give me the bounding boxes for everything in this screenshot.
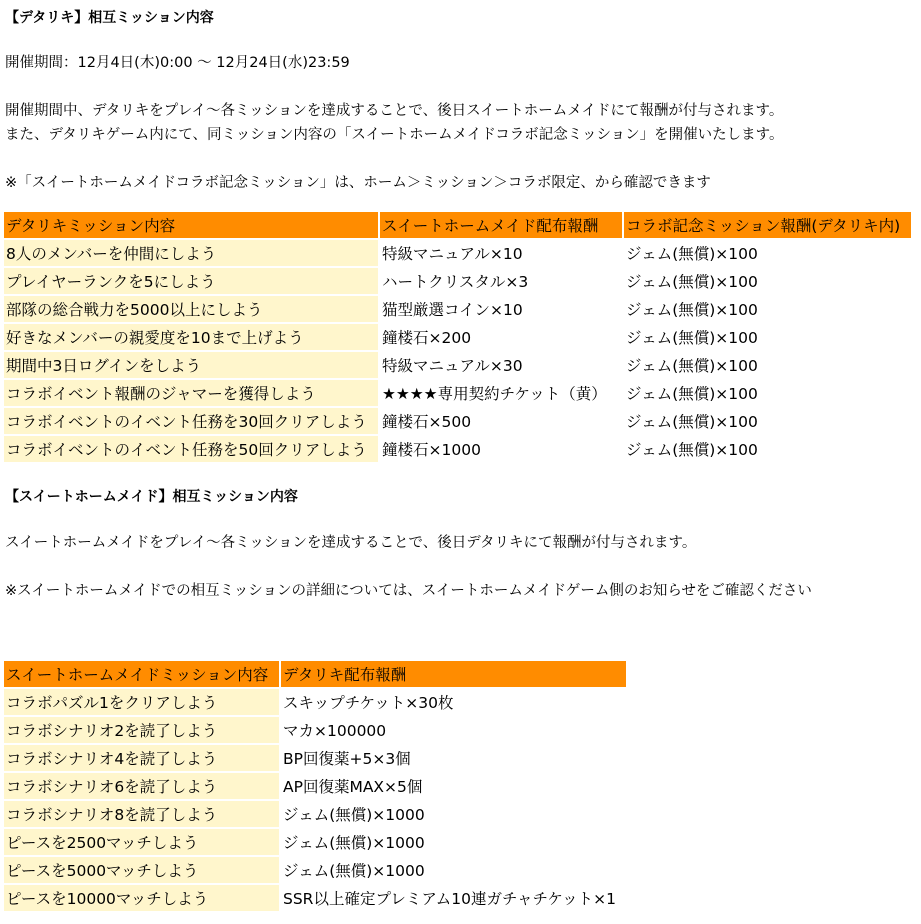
table-row xyxy=(4,829,626,855)
table-row xyxy=(4,296,911,322)
table-header-row xyxy=(4,212,911,238)
event-period: 開催期間：12月4日(木)0:00 ～ 12月24日(水)23:59 xyxy=(5,55,350,71)
reward-cell: AP回復薬MAX×5個 xyxy=(281,773,626,799)
section2-heading: 【スイートホームメイド】相互ミッション内容 xyxy=(5,489,298,505)
collab-reward-cell: ジェム(無償)×100 xyxy=(624,268,911,294)
table-header-row xyxy=(4,661,626,687)
table-row xyxy=(4,408,911,434)
reward-cell: ジェム(無償)×1000 xyxy=(281,801,626,827)
reward-cell: 鐘楼石×500 xyxy=(380,408,622,434)
mission-cell: 8人のメンバーを仲間にしよう xyxy=(4,240,378,266)
column-header-mission: スイートホームメイドミッション内容 xyxy=(4,661,279,687)
reward-cell: 特級マニュアル×30 xyxy=(380,352,622,378)
table-row xyxy=(4,324,911,350)
section1-heading: 【デタリキ】相互ミッション内容 xyxy=(5,10,214,26)
column-header-reward: デタリキ配布報酬 xyxy=(281,661,626,687)
section2-description: スイートホームメイドをプレイ～各ミッションを達成することで、後日デタリキにて報酬が付与されます。 xyxy=(5,535,697,551)
table-row xyxy=(4,885,626,911)
table-row xyxy=(4,857,626,883)
sweethomemaid-mission-table xyxy=(2,659,628,913)
section1-note: ※「スイートホームメイドコラボ記念ミッション」は、ホーム＞ミッション＞コラボ限定、から確認できます xyxy=(5,175,711,191)
reward-cell: ★★★★専用契約チケット（黄） xyxy=(380,380,622,406)
collab-reward-cell: ジェム(無償)×100 xyxy=(624,324,911,350)
mission-cell: コラボパズル1をクリアしよう xyxy=(4,689,279,715)
reward-cell: 鐘楼石×200 xyxy=(380,324,622,350)
mission-cell: コラボシナリオ8を読了しよう xyxy=(4,801,279,827)
table-row xyxy=(4,380,911,406)
table-row xyxy=(4,352,911,378)
table-row xyxy=(4,436,911,462)
mission-cell: ピースを2500マッチしよう xyxy=(4,829,279,855)
table-row xyxy=(4,240,911,266)
mission-cell: コラボイベントのイベント任務を30回クリアしよう xyxy=(4,408,378,434)
detariki-mission-table xyxy=(2,210,913,464)
mission-cell: ピースを5000マッチしよう xyxy=(4,857,279,883)
mission-cell: コラボシナリオ6を読了しよう xyxy=(4,773,279,799)
collab-reward-cell: ジェム(無償)×100 xyxy=(624,380,911,406)
reward-cell: 鐘楼石×1000 xyxy=(380,436,622,462)
table-row xyxy=(4,745,626,771)
section1-description-line2: また、デタリキゲーム内にて、同ミッション内容の「スイートホームメイドコラボ記念ミッション」を開催いたします。 xyxy=(5,127,784,143)
table-row xyxy=(4,801,626,827)
collab-reward-cell: ジェム(無償)×100 xyxy=(624,240,911,266)
mission-cell: コラボシナリオ2を読了しよう xyxy=(4,717,279,743)
reward-cell: 特級マニュアル×10 xyxy=(380,240,622,266)
mission-cell: 部隊の総合戦力を5000以上にしよう xyxy=(4,296,378,322)
table-row xyxy=(4,773,626,799)
mission-cell: コラボイベント報酬のジャマーを獲得しよう xyxy=(4,380,378,406)
reward-cell: ジェム(無償)×1000 xyxy=(281,829,626,855)
table-row xyxy=(4,268,911,294)
collab-reward-cell: ジェム(無償)×100 xyxy=(624,296,911,322)
mission-cell: 好きなメンバーの親愛度を10まで上げよう xyxy=(4,324,378,350)
mission-cell: ピースを10000マッチしよう xyxy=(4,885,279,911)
column-header-collab-reward: コラボ記念ミッション報酬(デタリキ内) xyxy=(624,212,911,238)
section2-note: ※スイートホームメイドでの相互ミッションの詳細については、スイートホームメイドゲーム側のお知らせをご確認ください xyxy=(5,583,812,599)
mission-cell: コラボイベントのイベント任務を50回クリアしよう xyxy=(4,436,378,462)
column-header-reward: スイートホームメイド配布報酬 xyxy=(380,212,622,238)
mission-cell: 期間中3日ログインをしよう xyxy=(4,352,378,378)
reward-cell: ジェム(無償)×1000 xyxy=(281,857,626,883)
collab-reward-cell: ジェム(無償)×100 xyxy=(624,352,911,378)
column-header-mission: デタリキミッション内容 xyxy=(4,212,378,238)
collab-reward-cell: ジェム(無償)×100 xyxy=(624,436,911,462)
mission-cell: プレイヤーランクを5にしよう xyxy=(4,268,378,294)
table-row xyxy=(4,717,626,743)
reward-cell: 猫型厳選コイン×10 xyxy=(380,296,622,322)
mission-cell: コラボシナリオ4を読了しよう xyxy=(4,745,279,771)
reward-cell: スキップチケット×30枚 xyxy=(281,689,626,715)
reward-cell: BP回復薬+5×3個 xyxy=(281,745,626,771)
section1-description-line1: 開催期間中、デタリキをプレイ～各ミッションを達成することで、後日スイートホームメイドにて報酬が付与されます。 xyxy=(5,103,784,119)
table-row xyxy=(4,689,626,715)
collab-reward-cell: ジェム(無償)×100 xyxy=(624,408,911,434)
reward-cell: SSR以上確定プレミアム10連ガチャチケット×1 xyxy=(281,885,626,911)
reward-cell: ハートクリスタル×3 xyxy=(380,268,622,294)
reward-cell: マカ×100000 xyxy=(281,717,626,743)
